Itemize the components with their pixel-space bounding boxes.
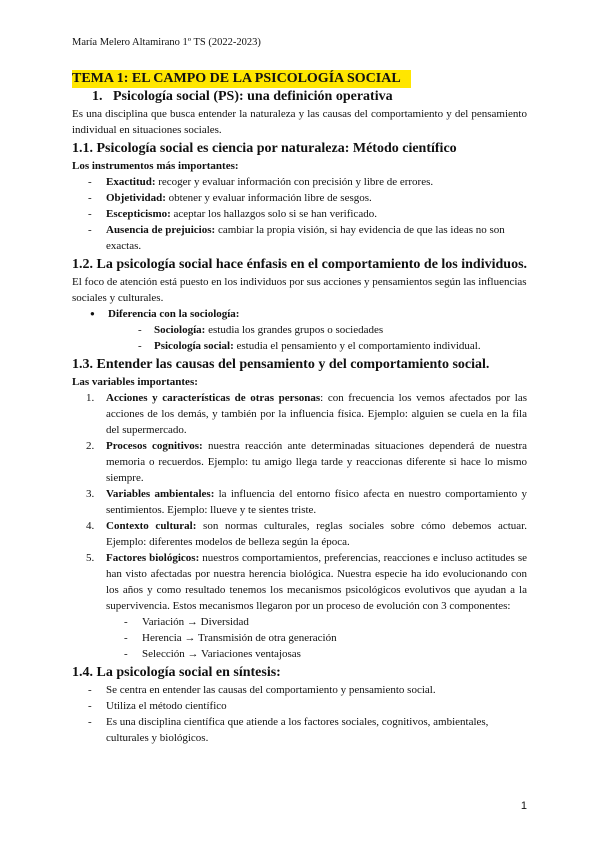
list-item: 5. Factores biológicos: nuestros comportamientos, preferencias, reacciones e incluso actitudes se han visto afectadas por nuestra herencia biológica. Nuestra especie ha ido evolucionando con los años y como resultado tenemos los mecanismos psicológicos evolutivos que ayudan a la supervivencia. Estos mecanismos llegaron por un proceso de evolución con 3 componentes:: [86, 552, 527, 612]
section-1-3-subheading: Las variables importantes:: [72, 376, 198, 388]
instruments-list: [72, 174, 527, 254]
list-item: - Utiliza el método científico: [72, 698, 527, 714]
sociology-difference-list: [86, 306, 527, 354]
section-1-2-heading: 1.2. La psicología social hace énfasis en el comportamiento de los individuos.: [72, 257, 528, 272]
list-item: - Exactitud: recoger y evaluar información con precisión y libre de errores.: [72, 174, 527, 190]
list-item: - Escepticismo: aceptar los hallazgos solo si se han verificado.: [72, 206, 527, 222]
variables-list: [72, 390, 527, 614]
list-item: - Sociología: estudia los grandes grupos o sociedades: [108, 322, 527, 338]
list-item: - Objetividad: obtener y evaluar información libre de sesgos.: [72, 190, 527, 206]
list-item: - Se centra en entender las causas del comportamiento y pensamiento social.: [72, 682, 527, 698]
list-item: - Ausencia de prejuicios: cambiar la propia visión, si hay evidencia de que las ideas no son exactas.: [72, 222, 527, 254]
list-item: ● Diferencia con la sociología: - Sociología: estudia los grandes grupos o sociedades - Psicología social: estudia el pensamiento y el comportamiento individual.: [86, 306, 527, 354]
page-header: María Melero Altamirano 1º TS (2022-2023): [72, 37, 261, 48]
page-title: TEMA 1: EL CAMPO DE LA PSICOLOGÍA SOCIAL: [72, 70, 411, 88]
list-item: - Herencia → Transmisión de otra generación: [72, 630, 527, 646]
list-item: - Selección → Variaciones ventajosas: [72, 646, 527, 662]
sociology-sublist: [108, 322, 527, 354]
document-body: [72, 70, 527, 746]
list-item: - Es una disciplina científica que atiende a los factores sociales, cognitivos, ambientales, culturales y biológicos.: [72, 714, 527, 746]
synthesis-list: [72, 682, 527, 746]
section-1-1-subheading: Los instrumentos más importantes:: [72, 160, 239, 172]
section-1-heading: 1. Psicología social (PS): una definición operativa: [92, 89, 393, 104]
evolution-components-list: [72, 614, 527, 662]
section-1-3-heading: 1.3. Entender las causas del pensamiento y del comportamiento social.: [72, 357, 490, 372]
list-item: - Psicología social: estudia el pensamiento y el comportamiento individual.: [108, 338, 527, 354]
list-item: 4. Contexto cultural: son normas culturales, reglas sociales sobre cómo debemos actuar. Ejemplo: diferentes modelos de belleza según la época.: [86, 520, 527, 548]
page-number: 1: [520, 800, 527, 812]
list-item: 3. Variables ambientales: la influencia del entorno físico afecta en nuestro comportamiento y sentimientos. Ejemplo: llueve y te sientes triste.: [86, 488, 528, 516]
section-1-1-heading: 1.1. Psicología social es ciencia por naturaleza: Método científico: [72, 141, 457, 156]
section-1-4-heading: 1.4. La psicología social en síntesis:: [72, 665, 281, 680]
list-item: - Variación → Diversidad: [72, 614, 527, 630]
section-1-text: Es una disciplina que busca entender la naturaleza y las causas del comportamiento y del pensamiento individual en situaciones sociales.: [72, 108, 527, 136]
section-1-2-text: El foco de atención está puesto en los individuos por sus acciones y pensamientos según las influencias sociales y culturales.: [72, 276, 527, 304]
list-item: 1. Acciones y características de otras personas: con frecuencia los vemos afectados por las acciones de los demás, y también por la influencia física. Ejemplo: alguien se cuela en la fila del supermercado.: [86, 392, 527, 436]
list-item: 2. Procesos cognitivos: nuestra reacción ante determinadas situaciones dependerá de nuestra memoria o recuerdos. Ejemplo: tu amigo llega tarde y reaccionas diferente si hace lo mismo siempre.: [86, 440, 527, 484]
